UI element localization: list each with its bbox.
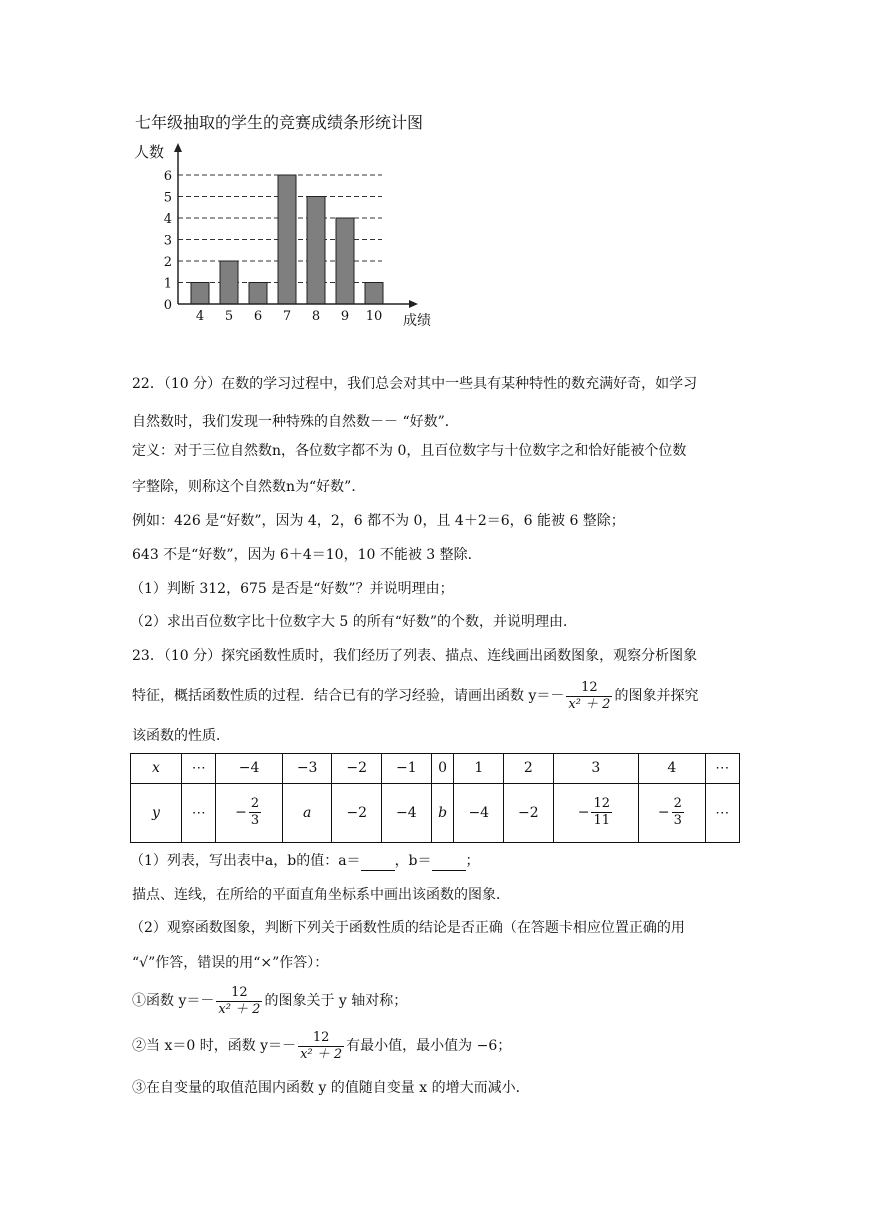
x-tick-label: 9 <box>340 309 350 324</box>
q23-line-2-text: 特征，概括函数性质的过程．结合已有的学习经验，请画出函数 y＝－ <box>132 688 565 704</box>
table-cell: −2 <box>332 754 382 784</box>
bar <box>336 218 354 304</box>
x-tick-label: 8 <box>311 309 321 324</box>
q23-sub-1-line-2: 描点、连线，在所给的平面直角坐标系中画出该函数的图象． <box>132 887 510 903</box>
function-fraction <box>566 680 612 713</box>
table-cell: 0 <box>431 754 454 784</box>
table-header-y: y <box>131 783 182 842</box>
q23-item-2 <box>132 1026 511 1066</box>
fraction-numerator: 12 <box>566 680 612 697</box>
table-cell: − $\frac{12}{11}$ <box>553 783 638 842</box>
q23-sub-2-line-2: “√”作答，错误的用“×”作答）： <box>132 955 329 971</box>
fraction-numerator: 12 <box>298 1030 344 1047</box>
x-axis-label: 成绩 <box>403 313 431 329</box>
item1-tail: 的图象关于 y 轴对称； <box>264 993 408 1009</box>
bar-chart <box>120 135 450 335</box>
q22-line-3: 定义：对于三位自然数n，各位数字都不为 0，且百位数字与十位数字之和恰好能被个位数 <box>132 443 687 459</box>
table-cell: 3 <box>553 754 638 784</box>
value-table <box>130 753 740 843</box>
table-cell: −3 <box>282 754 332 784</box>
q22-sub-1: （1）判断 312，675 是否是“好数”？并说明理由； <box>130 581 454 597</box>
table-cell: − $\frac{2}{3}$ <box>216 783 282 842</box>
q22-line-4: 字整除，则称这个自然数n为“好数”． <box>132 479 366 495</box>
y-tick-label: 3 <box>163 233 172 249</box>
table-cell: −4 <box>216 754 282 784</box>
table-cell: b <box>431 783 454 842</box>
q23-line-1: 23．（10 分）探究函数性质时，我们经历了列表、描点、连线画出函数图象，观察分析图象 <box>132 648 698 664</box>
q22-line-2: 自然数时，我们发现一种特殊的自然数－－ “好数”． <box>132 414 459 430</box>
y-tick-label: 0 <box>163 298 172 313</box>
bar <box>365 283 383 305</box>
table-cell: −1 <box>382 754 432 784</box>
table-cell: ⋯ <box>705 783 739 842</box>
fraction-numerator: 12 <box>216 985 262 1002</box>
table-header-x: x <box>131 754 182 784</box>
q23-line-2 <box>132 676 698 716</box>
y-tick-label: 4 <box>163 212 172 227</box>
y-axis-label: 人数 <box>134 143 165 161</box>
sub1-text: （1）列表，写出表中a，b的值：a＝ <box>130 853 361 869</box>
sub1-mid: ，b＝ <box>394 853 432 869</box>
fraction-denominator: x² ＋ 2 <box>218 1001 261 1017</box>
x-axis-arrow-icon <box>409 300 418 308</box>
x-tick-label: 10 <box>365 309 383 324</box>
y-tick-label: 5 <box>163 190 172 206</box>
item1-text: ①函数 y＝－ <box>132 993 215 1009</box>
bar <box>278 175 296 304</box>
y-tick-label: 6 <box>163 169 172 184</box>
q22-line-1: 22．（10 分）在数的学习过程中，我们总会对其中一些具有某种特性的数充满好奇，如学习 <box>132 376 698 392</box>
bar <box>307 197 325 305</box>
bar <box>220 261 238 304</box>
table-cell: − $\frac{2}{3}$ <box>639 783 705 842</box>
table-cell: ⋯ <box>705 754 739 784</box>
q22-sub-2: （2）求出百位数字比十位数字大 5 的所有“好数”的个数，并说明理由． <box>130 614 578 630</box>
bar <box>191 283 209 305</box>
x-tick-label: 5 <box>224 309 234 324</box>
table-cell: 2 <box>504 754 554 784</box>
q22-line-6: 643 不是“好数”，因为 6＋4＝10，10 不能被 3 整除． <box>132 547 482 563</box>
table-row-x <box>131 754 740 784</box>
y-tick-label: 1 <box>163 276 172 292</box>
item2-tail: 有最小值，最小值为 −6； <box>346 1038 512 1054</box>
table-cell: −2 <box>504 783 554 842</box>
function-fraction <box>216 985 262 1018</box>
q23-sub-1 <box>130 851 480 871</box>
x-tick-label: 6 <box>253 309 263 324</box>
q22-line-5: 例如：426 是“好数”，因为 4，2，6 都不为 0，且 4＋2＝6，6 能被 6 整除； <box>132 513 625 529</box>
answer-blank-a[interactable] <box>361 856 395 871</box>
bar <box>249 283 267 305</box>
table-cell: −4 <box>454 783 504 842</box>
answer-blank-b[interactable] <box>432 856 466 871</box>
x-tick-label: 4 <box>195 309 205 324</box>
function-fraction <box>298 1030 344 1063</box>
y-tick-label: 2 <box>163 255 172 270</box>
table-cell: −2 <box>332 783 382 842</box>
table-cell: a <box>282 783 332 842</box>
q23-item-3: ③在自变量的取值范围内函数 y 的值随自变量 x 的增大而减小． <box>132 1080 530 1096</box>
item2-text: ②当 x＝0 时，函数 y＝－ <box>132 1038 297 1054</box>
table-cell: −4 <box>382 783 432 842</box>
x-tick-label: 7 <box>282 309 292 324</box>
y-axis-arrow-icon <box>174 143 182 152</box>
table-cell: 4 <box>639 754 705 784</box>
chart-title: 七年级抽取的学生的竞赛成绩条形统计图 <box>135 113 424 132</box>
q23-item-1 <box>132 981 407 1021</box>
table-cell: 1 <box>454 754 504 784</box>
table-cell: ⋯ <box>182 754 216 784</box>
q23-sub-2-line-1: （2）观察函数图象，判断下列关于函数性质的结论是否正确（在答题卡相应位置正确的用 <box>130 920 685 936</box>
q23-line-2-tail: 的图象并探究 <box>614 688 699 704</box>
q23-line-3: 该函数的性质． <box>132 728 230 744</box>
fraction-denominator: x² ＋ 2 <box>300 1046 343 1062</box>
table-cell: ⋯ <box>182 783 216 842</box>
sub1-tail: ； <box>465 853 480 869</box>
fraction-denominator: x² ＋ 2 <box>568 696 611 712</box>
table-row-y <box>131 783 740 842</box>
